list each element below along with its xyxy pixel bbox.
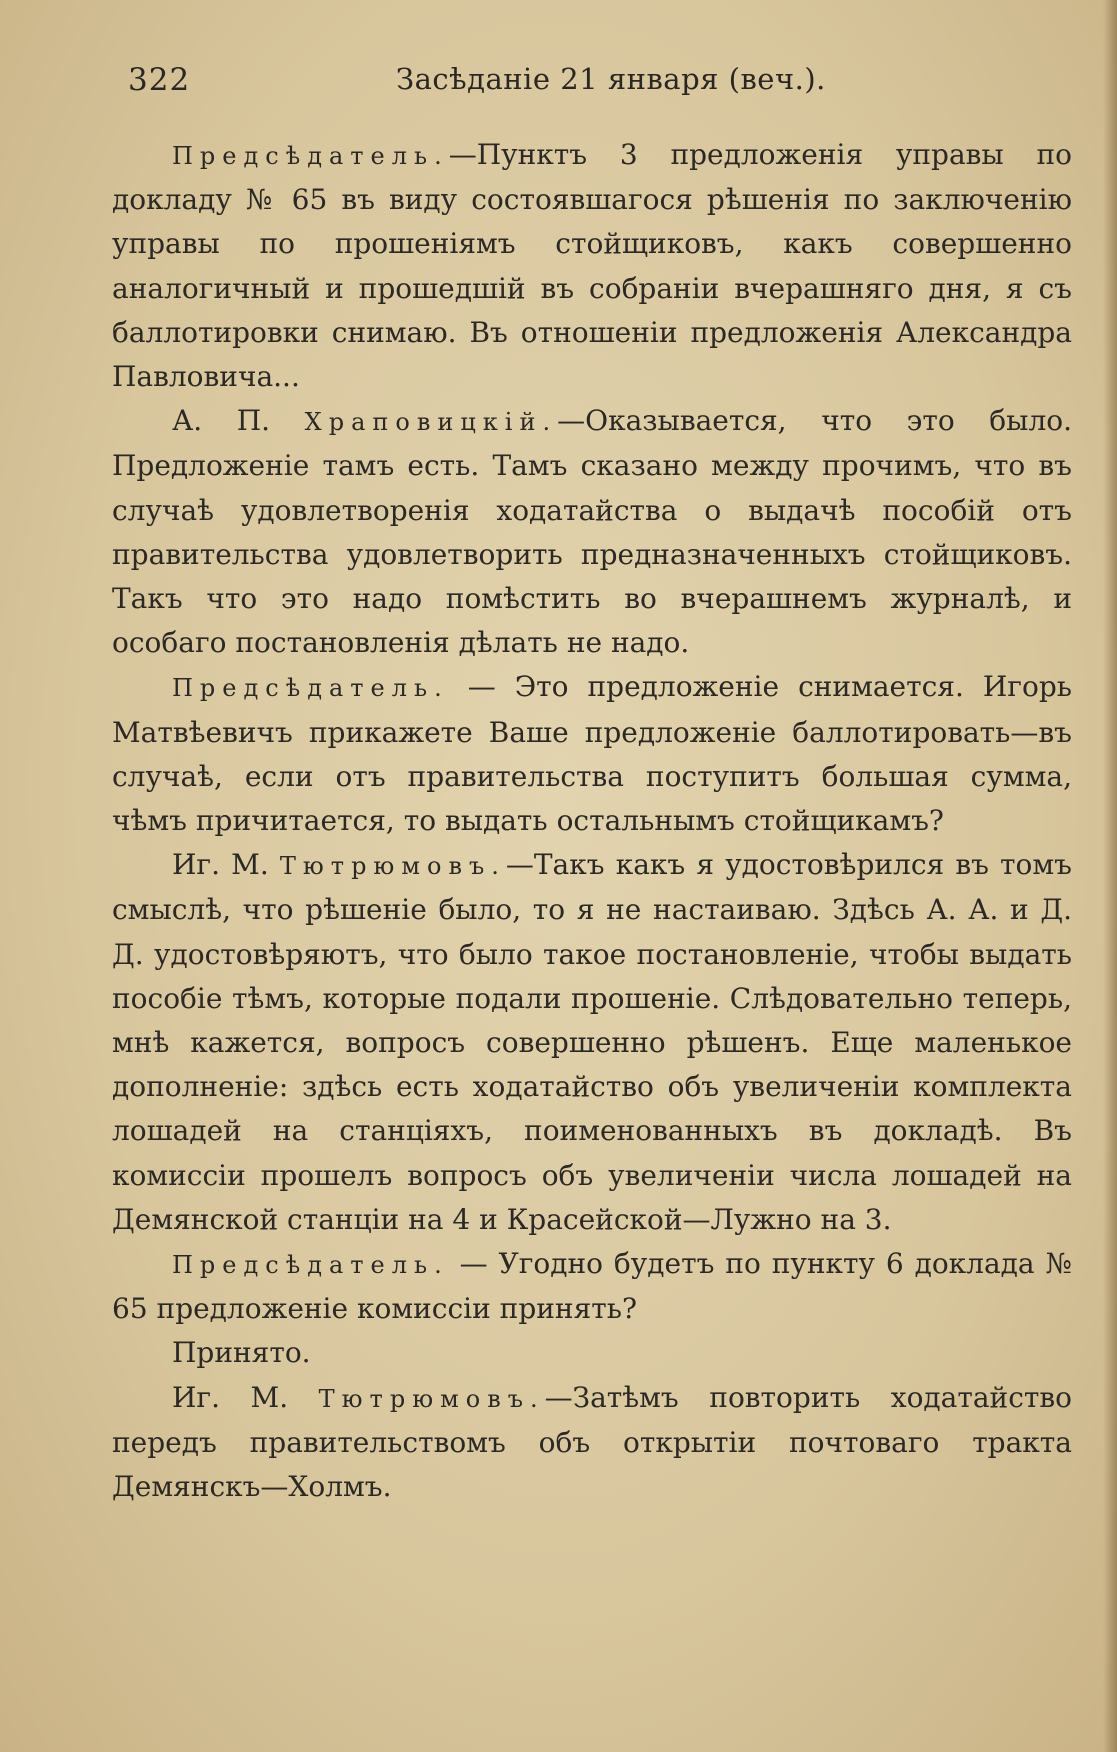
paragraph-text: — Это предложеніе снимается. Игорь Матвѣевичъ прикажете Ваше предложеніе баллотировать—въ случаѣ, если отъ правительства поступитъ большая сумма, чѣмъ причитается, то выдать остальнымъ стойщикамъ? <box>112 670 1072 838</box>
body-text <box>112 133 1072 1509</box>
speaker-name: Предсѣдатель. <box>172 674 449 703</box>
paragraph-chairman-1 <box>112 133 1072 399</box>
page-header <box>0 58 1117 108</box>
paragraph-chairman-3 <box>112 1242 1072 1331</box>
speaker-name: Храповицкій. <box>304 408 558 437</box>
paragraph-tyutryumov-2 <box>112 1376 1072 1510</box>
page-edge-shadow <box>1103 0 1117 1752</box>
paragraph-chairman-2 <box>112 665 1072 843</box>
speaker-name: Предсѣдатель. <box>172 142 449 170</box>
speaker-initials: Иг. М. <box>172 1380 319 1414</box>
paragraph-text: —Такъ какъ я удостовѣрился въ томъ смыслѣ, что рѣшеніе было, то я не настаиваю. Здѣсь А. А. и Д. Д. удостовѣряютъ, что было такое постановленіе, чтобы выдать пособіе тѣмъ, которые подали прошеніе. Слѣдовательно теперь, мнѣ кажется, вопросъ совершенно рѣшенъ. Еще маленькое дополненіе: здѣсь есть ходатайство объ увеличеніи комплекта лошадей на станціяхъ, поименованныхъ въ докладѣ. Въ комиссіи прошелъ вопросъ объ увеличеніи числа лошадей на Демянской станціи на 4 и Красейской—Лужно на 3. <box>112 848 1072 1236</box>
speaker-initials: Иг. М. <box>172 848 280 882</box>
paragraph-text: — Угодно будетъ по пункту 6 доклада № 65 предложеніе комиссіи принять? <box>112 1247 1072 1326</box>
paragraph-tyutryumov-1 <box>112 843 1072 1242</box>
paragraph-text: —Оказывается, что это было. Предложеніе тамъ есть. Тамъ сказано между прочимъ, что въ случаѣ удовлетворенія ходатайства о выдачѣ пособій отъ правительства удовлетворить предназначенныхъ стойщиковъ. Такъ что это надо помѣстить во вчерашнемъ журналѣ, и особаго постановленія дѣлать не надо. <box>112 404 1072 660</box>
paragraph-text: Принято. <box>172 1336 311 1370</box>
paragraph-text: —Пунктъ 3 предложенія управы по докладу № 65 въ виду состоявшагося рѣшенія по заключенію управы по прошеніямъ стойщиковъ, какъ совершенно аналогичный и прошедшій въ собраніи вчерашняго дня, я съ баллотировки снимаю. Въ отношеніи предложенія Александра Павловича... <box>112 138 1072 394</box>
paragraph-text: —Затѣмъ повторить ходатайство передъ правительствомъ объ открытіи почтоваго тракта Демянскъ—Холмъ. <box>112 1380 1072 1504</box>
speaker-initials: А. П. <box>172 404 305 438</box>
speaker-name: Предсѣдатель. <box>172 1251 449 1280</box>
speaker-name: Тютрюмовъ. <box>318 1384 545 1413</box>
paragraph-khrapovitsky <box>112 399 1072 665</box>
running-title: Засѣданіе 21 января (веч.). <box>396 62 826 96</box>
page-number: 322 <box>128 62 191 98</box>
speaker-name: Тютрюмовъ. <box>279 852 506 881</box>
paragraph-accepted <box>112 1331 1072 1375</box>
